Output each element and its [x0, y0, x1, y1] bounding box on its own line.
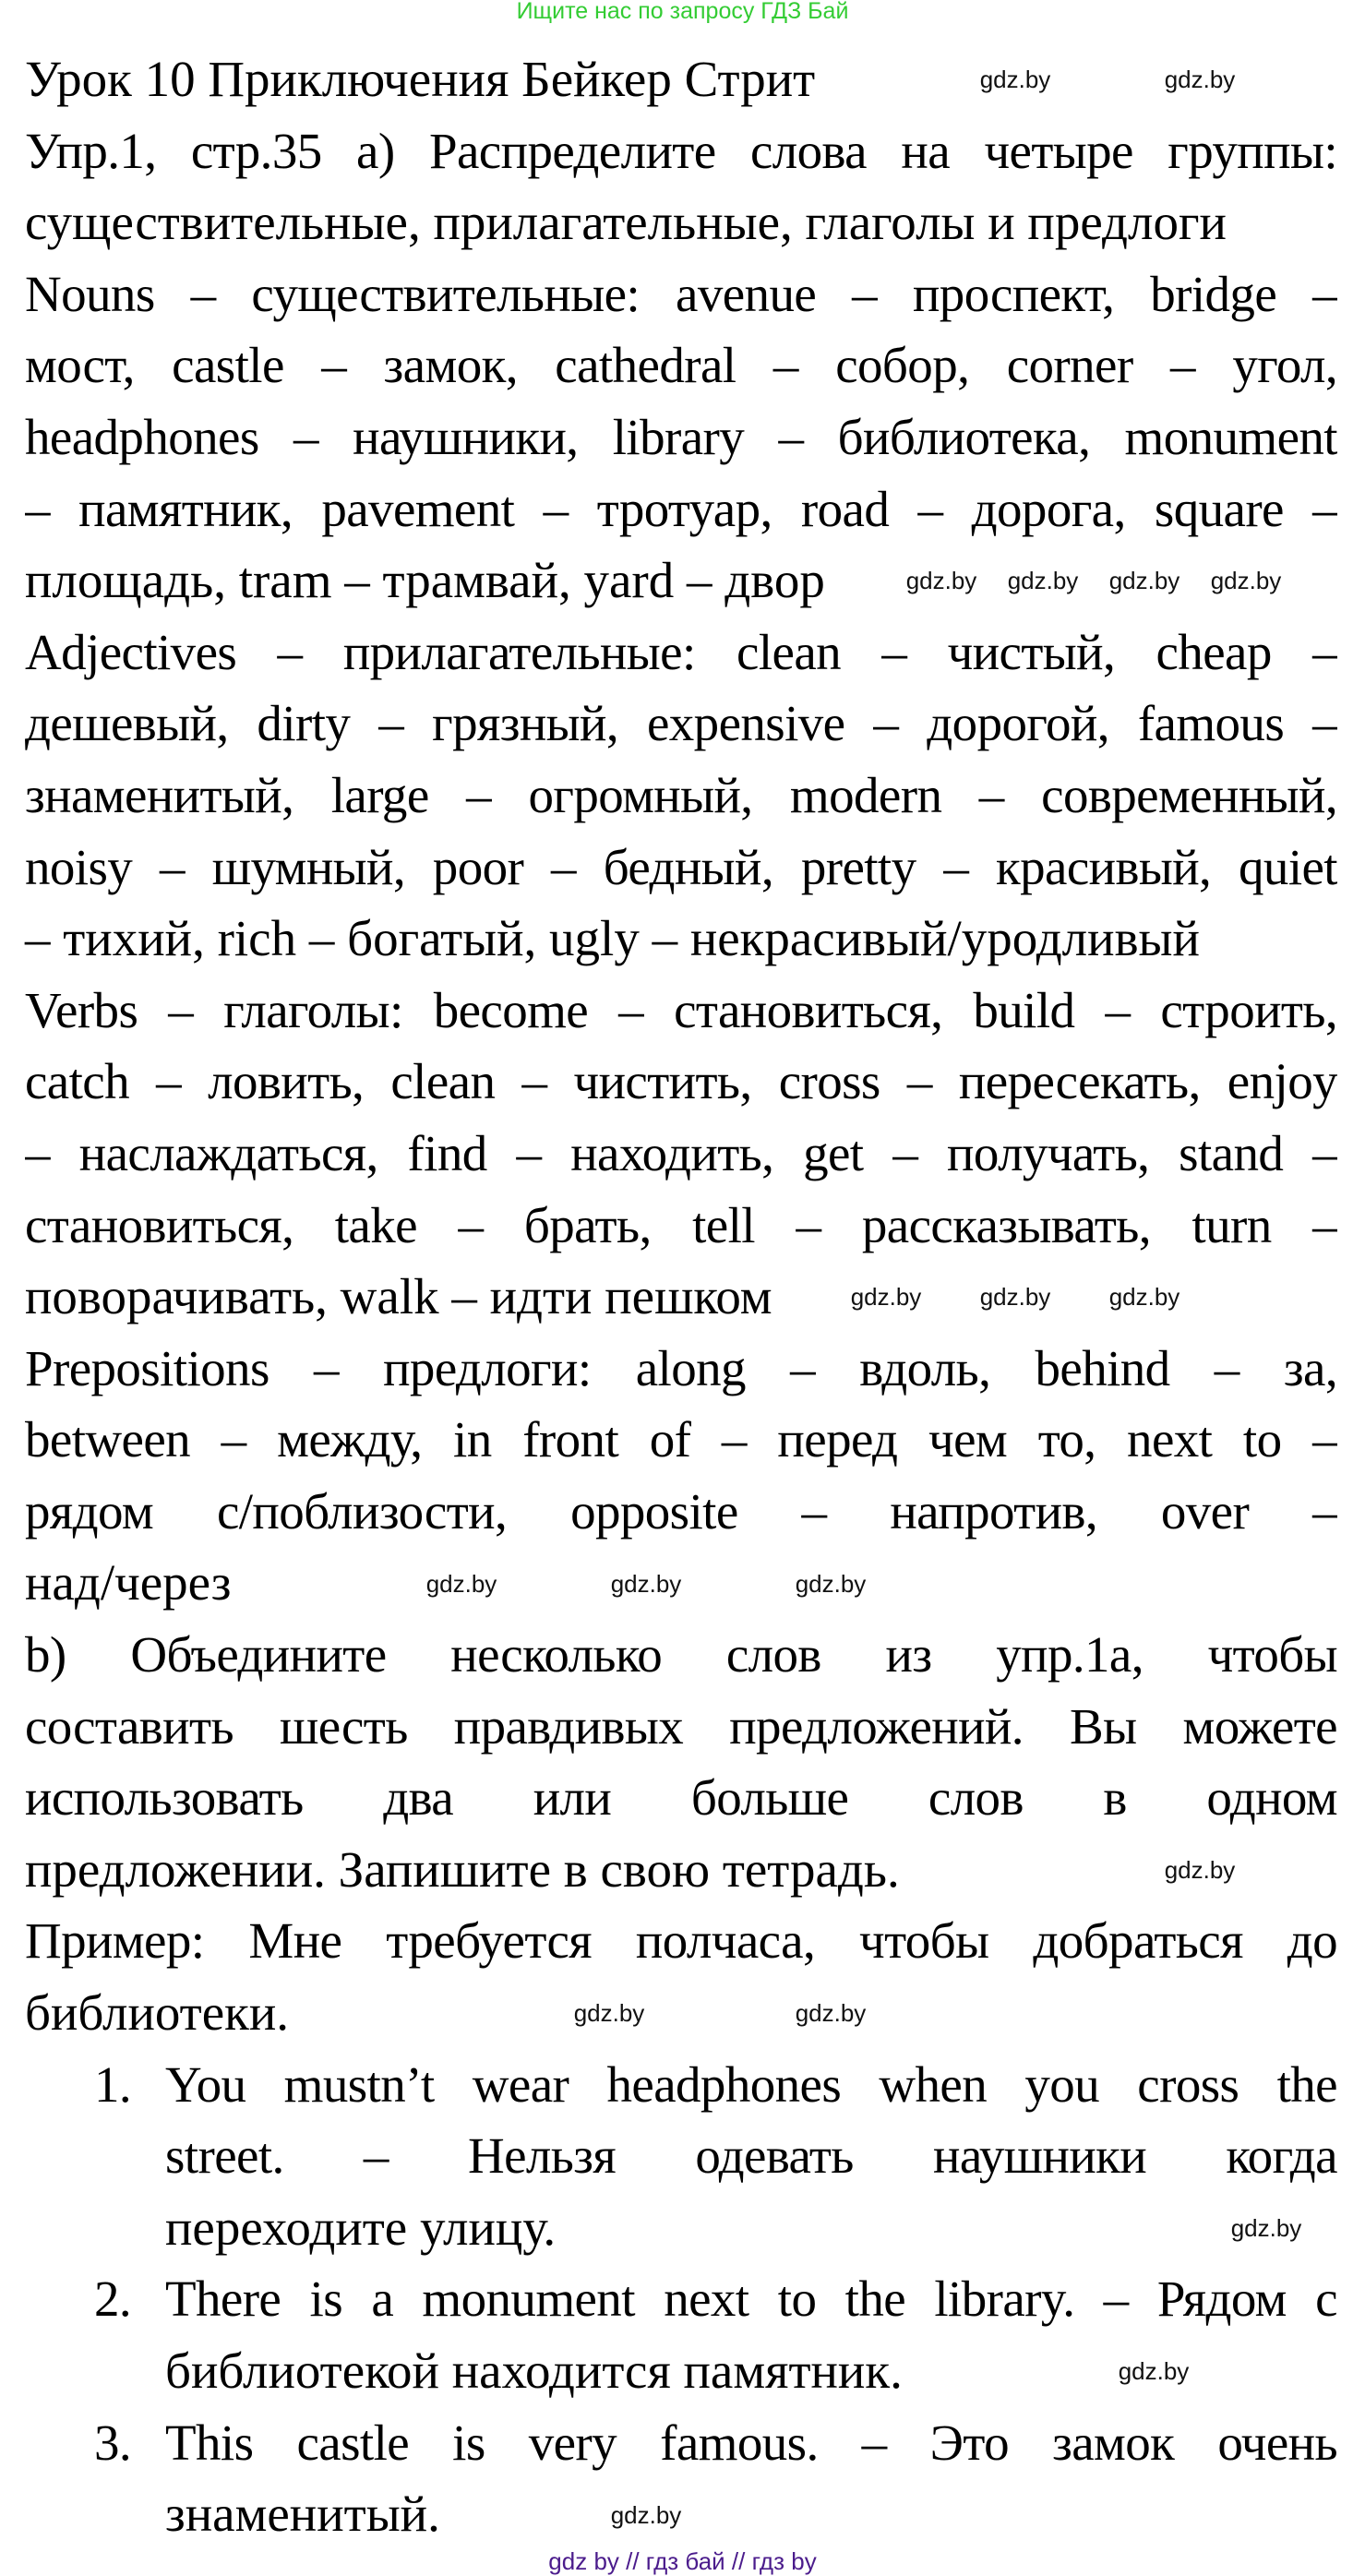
line-text: This castle is very famous. – Это замок очень — [165, 2414, 1337, 2471]
line-text: Упр.1, стр.35 a) Распределите слова на четыре группы: — [25, 122, 1337, 179]
page-title — [25, 43, 1337, 115]
list-number: 3. — [94, 2414, 132, 2471]
watermark: gdz.by — [1108, 1283, 1180, 1311]
watermark: gdz.by — [610, 1570, 682, 1598]
watermark: gdz.by — [795, 1999, 867, 2027]
text-line — [25, 1190, 1337, 1262]
watermark: gdz.by — [979, 1283, 1051, 1311]
line-text: мост, castle – замок, cathedral – собор, corner – угол, — [25, 337, 1337, 394]
text-line — [25, 1046, 1337, 1118]
line-text: – памятник, pavement – тротуар, road – дорога, square – — [25, 480, 1337, 537]
text-line — [25, 1619, 1337, 1691]
text-line — [25, 1118, 1337, 1190]
line-text: street. – Нельзя одевать наушники когда — [165, 2127, 1337, 2185]
text-line — [25, 401, 1337, 473]
watermark: gdz.by — [1164, 66, 1236, 93]
text-line — [25, 2192, 1337, 2264]
watermark: gdz.by — [1118, 2357, 1190, 2385]
watermark: gdz.by — [1230, 2214, 1302, 2242]
line-text: площадь, tram – трамвай, yard – двор — [25, 552, 825, 609]
text-line — [25, 1905, 1337, 1977]
watermark: gdz.by — [979, 66, 1051, 93]
text-line — [25, 688, 1337, 760]
text-line — [25, 1977, 1337, 2049]
line-text: Verbs – глаголы: become – становиться, build – строить, — [25, 981, 1337, 1038]
line-text: – наслаждаться, find – находить, get – получать, stand – — [25, 1124, 1337, 1181]
text-line — [25, 2120, 1337, 2192]
line-text: существительные, прилагательные, глаголы и предлоги — [25, 194, 1227, 251]
watermark: gdz.by — [425, 1570, 497, 1598]
watermark: gdz.by — [1164, 1856, 1236, 1884]
line-text: There is a monument next to the library. – Рядом с — [165, 2270, 1337, 2328]
text-line — [25, 617, 1337, 689]
line-text: составить шесть правдивых предложений. Вы можете — [25, 1697, 1337, 1755]
line-text: between – между, in front of – перед чем то, next to – — [25, 1411, 1337, 1468]
line-text: catch – ловить, clean – чистить, cross – пересекать, enjoy — [25, 1053, 1337, 1110]
watermark: gdz.by — [573, 1999, 645, 2027]
text-line — [25, 258, 1337, 330]
list-number: 1. — [94, 2055, 132, 2113]
line-text: You mustn’t wear headphones when you cross the — [165, 2055, 1337, 2113]
text-line — [25, 115, 1337, 187]
line-text: поворачивать, walk – идти пешком — [25, 1268, 772, 1325]
text-line — [25, 2407, 1337, 2479]
text-line — [25, 2049, 1337, 2121]
line-text: знаменитый, large – огромный, modern – современный, — [25, 766, 1337, 823]
watermark: gdz.by — [1210, 567, 1282, 594]
text-line — [25, 975, 1337, 1047]
text-line — [25, 1476, 1337, 1548]
list-number: 2. — [94, 2270, 132, 2328]
text-line — [25, 903, 1337, 975]
line-text: над/через — [25, 1554, 232, 1611]
watermark: gdz.by — [1108, 567, 1180, 594]
watermark: gdz.by — [610, 2501, 682, 2529]
line-text: – тихий, rich – богатый, ugly – некрасивый/уродливый — [25, 910, 1200, 967]
search-banner[interactable]: Ищите нас по запросу ГДЗ Бай — [516, 0, 849, 24]
text-line — [25, 329, 1337, 401]
line-text: знаменитый. — [165, 2486, 440, 2543]
text-line — [25, 1404, 1337, 1476]
watermark: gdz.by — [1007, 567, 1079, 594]
line-text: Урок 10 Приключения Бейкер Стрит — [25, 51, 816, 107]
line-text: headphones – наушники, library – библиотека, monument — [25, 408, 1337, 465]
text-line — [25, 2263, 1337, 2335]
line-text: использовать два или больше слов в одном — [25, 1769, 1337, 1827]
line-text: библиотеки. — [25, 1984, 290, 2042]
text-line — [25, 760, 1337, 832]
line-text: Пример: Мне требуется полчаса, чтобы добраться до — [25, 1912, 1337, 1970]
text-line — [25, 832, 1337, 904]
line-text: дешевый, dirty – грязный, expensive – дорогой, famous – — [25, 695, 1337, 752]
line-text: Prepositions – предлоги: along – вдоль, behind – за, — [25, 1339, 1337, 1396]
text-line — [25, 1333, 1337, 1405]
line-text: рядом с/поблизости, opposite – напротив, over – — [25, 1482, 1337, 1540]
line-text: Nouns – существительные: avenue – проспект, bridge – — [25, 265, 1337, 322]
line-text: noisy – шумный, poor – бедный, pretty – красивый, quiet — [25, 838, 1337, 895]
watermark: gdz.by — [850, 1283, 922, 1311]
text-line — [25, 1691, 1337, 1763]
line-text: переходите улицу. — [165, 2199, 557, 2256]
text-line — [25, 186, 1337, 258]
line-text: становиться, take – брать, tell – рассказывать, turn – — [25, 1196, 1337, 1253]
line-text: b) Объедините несколько слов из упр.1a, чтобы — [25, 1626, 1337, 1683]
text-line — [25, 1834, 1337, 1906]
line-text: предложении. Запишите в свою тетрадь. — [25, 1840, 900, 1898]
line-text: Adjectives – прилагательные: clean – чистый, cheap – — [25, 623, 1337, 680]
line-text: библиотекой находится памятник. — [165, 2342, 903, 2399]
watermark: gdz.by — [795, 1570, 867, 1598]
watermark: gdz.by — [905, 567, 977, 594]
text-line — [25, 473, 1337, 545]
footer-links[interactable]: gdz by // гдз бай // гдз by — [548, 2547, 817, 2575]
text-line — [25, 1762, 1337, 1834]
